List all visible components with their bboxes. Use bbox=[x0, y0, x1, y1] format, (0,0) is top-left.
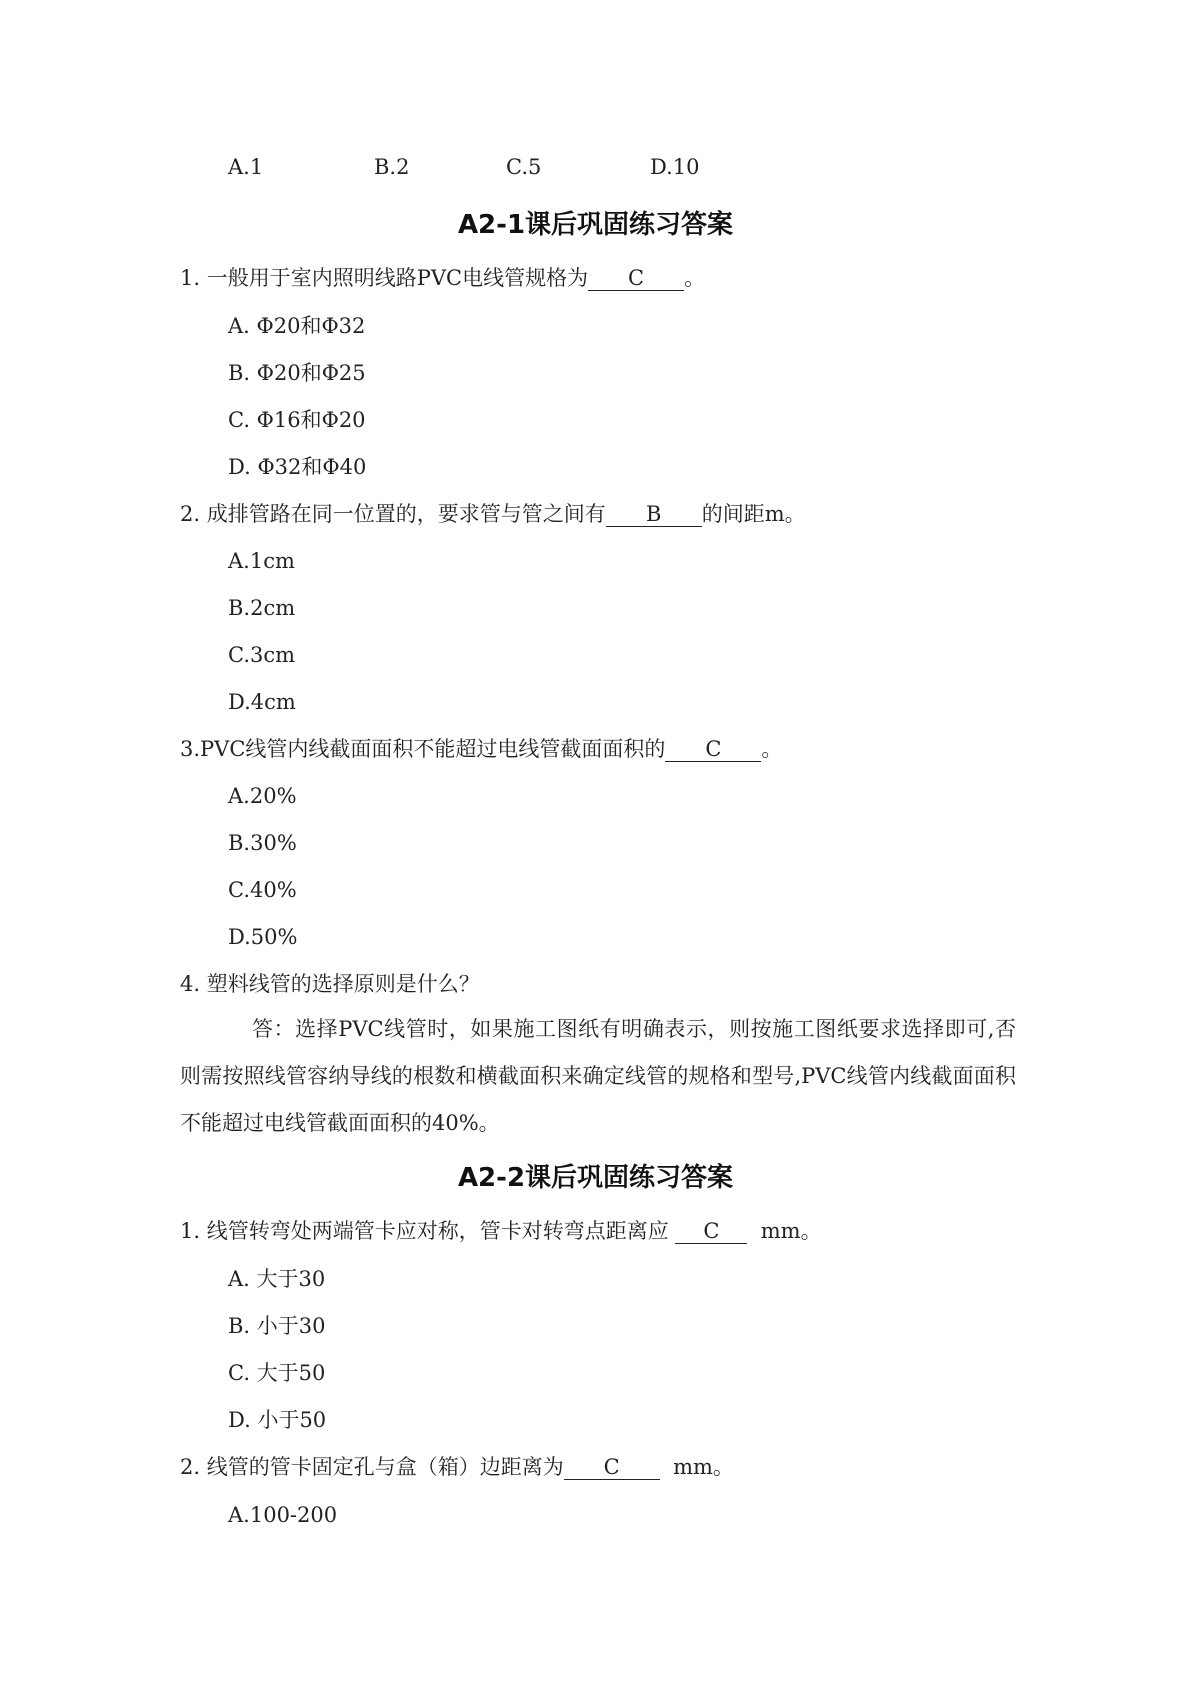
top-option-c: C.5 bbox=[506, 155, 542, 179]
question-text: 2. 成排管路在同一位置的，要求管与管之间有 bbox=[180, 502, 606, 526]
question-text: 1. 线管转弯处两端管卡应对称，管卡对转弯点距离应 bbox=[180, 1219, 669, 1243]
question-1 bbox=[180, 263, 705, 293]
section-title-a2-1: A2-1课后巩固练习答案 bbox=[457, 210, 734, 240]
option: C.3cm bbox=[228, 643, 296, 667]
top-option-b: B.2 bbox=[374, 155, 410, 179]
question-text: 1. 一般用于室内照明线路PVC电线管规格为 bbox=[180, 266, 589, 290]
question-suffix: 的间距m。 bbox=[701, 502, 806, 526]
question-2 bbox=[180, 499, 806, 529]
option: A.20% bbox=[228, 784, 297, 808]
option: C. Φ16和Φ20 bbox=[228, 408, 366, 432]
answer-blank: C bbox=[675, 1219, 747, 1244]
top-option-d: D.10 bbox=[650, 155, 700, 179]
option: A.1cm bbox=[228, 549, 295, 573]
option: A. Φ20和Φ32 bbox=[228, 314, 366, 338]
answer-blank: C bbox=[665, 737, 761, 762]
answer-paragraph: 答：选择PVC线管时，如果施工图纸有明确表示，则按施工图纸要求选择即可,否则需按照线管容纳导线的根数和横截面积来确定线管的规格和型号,PVC线管内线截面面积不能超过电线管截面面积的40%。 bbox=[180, 1017, 1016, 1135]
option: B.2cm bbox=[228, 596, 296, 620]
option: D. Φ32和Φ40 bbox=[228, 455, 367, 479]
option: B. Φ20和Φ25 bbox=[228, 361, 366, 385]
answer-blank: C bbox=[564, 1455, 660, 1480]
option: D. 小于50 bbox=[228, 1408, 327, 1432]
option: B.30% bbox=[228, 831, 297, 855]
question-text: 3.PVC线管内线截面面积不能超过电线管截面面积的 bbox=[180, 737, 666, 761]
answer-blank: C bbox=[588, 266, 684, 291]
question-1 bbox=[180, 1216, 822, 1246]
option: A. 大于30 bbox=[228, 1267, 326, 1291]
question-4: 4. 塑料线管的选择原则是什么？ bbox=[180, 972, 480, 996]
option: D.50% bbox=[228, 925, 298, 949]
question-suffix: mm。 bbox=[673, 1455, 734, 1479]
option: B. 小于30 bbox=[228, 1314, 326, 1338]
question-suffix: 。 bbox=[761, 737, 783, 761]
option: C.40% bbox=[228, 878, 297, 902]
question-suffix: mm。 bbox=[760, 1219, 822, 1243]
question-suffix: 。 bbox=[684, 266, 706, 290]
option: A.100-200 bbox=[228, 1503, 338, 1527]
question-3 bbox=[180, 734, 782, 764]
option: D.4cm bbox=[228, 690, 296, 714]
question-2 bbox=[180, 1452, 734, 1482]
section-title-a2-2: A2-2课后巩固练习答案 bbox=[457, 1163, 734, 1193]
option: C. 大于50 bbox=[228, 1361, 326, 1385]
answer-blank: B bbox=[606, 502, 702, 527]
top-option-a: A.1 bbox=[228, 155, 264, 179]
question-text: 2. 线管的管卡固定孔与盒（箱）边距离为 bbox=[180, 1455, 564, 1479]
